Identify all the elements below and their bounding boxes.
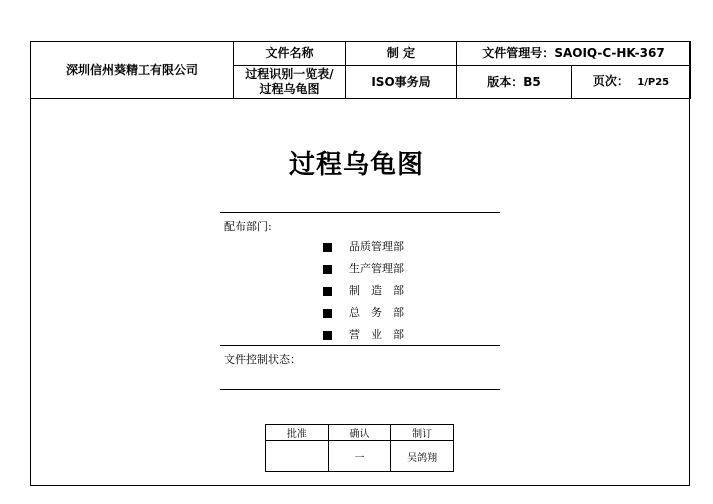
made-by-value: ISO事务局 <box>346 66 457 99</box>
department-item <box>323 284 404 298</box>
prepared-header: 制订 <box>391 425 454 441</box>
doc-number-value: SAOIQ-C-HK-367 <box>554 46 665 60</box>
square-bullet-icon <box>323 331 332 340</box>
company-name: 深圳信州葵精工有限公司 <box>31 42 234 99</box>
control-status-label: 文件控制状态： <box>224 353 301 366</box>
divider-middle <box>220 345 500 346</box>
distribution-label: 配布部门: <box>224 220 272 233</box>
page-label: 页次： <box>592 74 629 88</box>
department-item <box>323 240 404 254</box>
department-item <box>323 262 404 276</box>
doc-name-value: 过程识别一览表/过程乌龟图 <box>234 66 346 99</box>
divider-top <box>220 212 500 213</box>
document-header-table <box>30 41 691 99</box>
square-bullet-icon <box>323 265 332 274</box>
version <box>457 66 572 99</box>
confirm-value: 一 <box>328 441 391 472</box>
version-label: 版本： <box>487 74 524 89</box>
signoff-table <box>265 424 454 472</box>
department-item <box>323 306 404 320</box>
square-bullet-icon <box>323 287 332 296</box>
doc-name-label: 文件名称 <box>234 42 346 66</box>
department-label: 营 业 部 <box>349 328 404 341</box>
document-title: 过程乌龟图 <box>288 150 424 180</box>
doc-number <box>457 42 691 66</box>
confirm-header: 确认 <box>328 425 391 441</box>
version-value: B5 <box>523 74 541 89</box>
department-item <box>323 328 404 342</box>
department-label: 制 造 部 <box>349 284 404 297</box>
square-bullet-icon <box>323 309 332 318</box>
doc-number-label: 文件管理号： <box>482 46 555 60</box>
square-bullet-icon <box>323 243 332 252</box>
department-label: 品质管理部 <box>349 240 404 253</box>
made-by-label: 制 定 <box>346 42 457 66</box>
department-label: 总 务 部 <box>349 306 404 319</box>
page-value: 1/P25 <box>637 77 670 88</box>
approve-header: 批准 <box>266 425 329 441</box>
prepared-value: 吴鸽翔 <box>391 441 454 472</box>
divider-bottom <box>220 389 500 390</box>
department-label: 生产管理部 <box>349 262 404 275</box>
page-number <box>572 66 691 99</box>
approve-value <box>266 441 329 472</box>
